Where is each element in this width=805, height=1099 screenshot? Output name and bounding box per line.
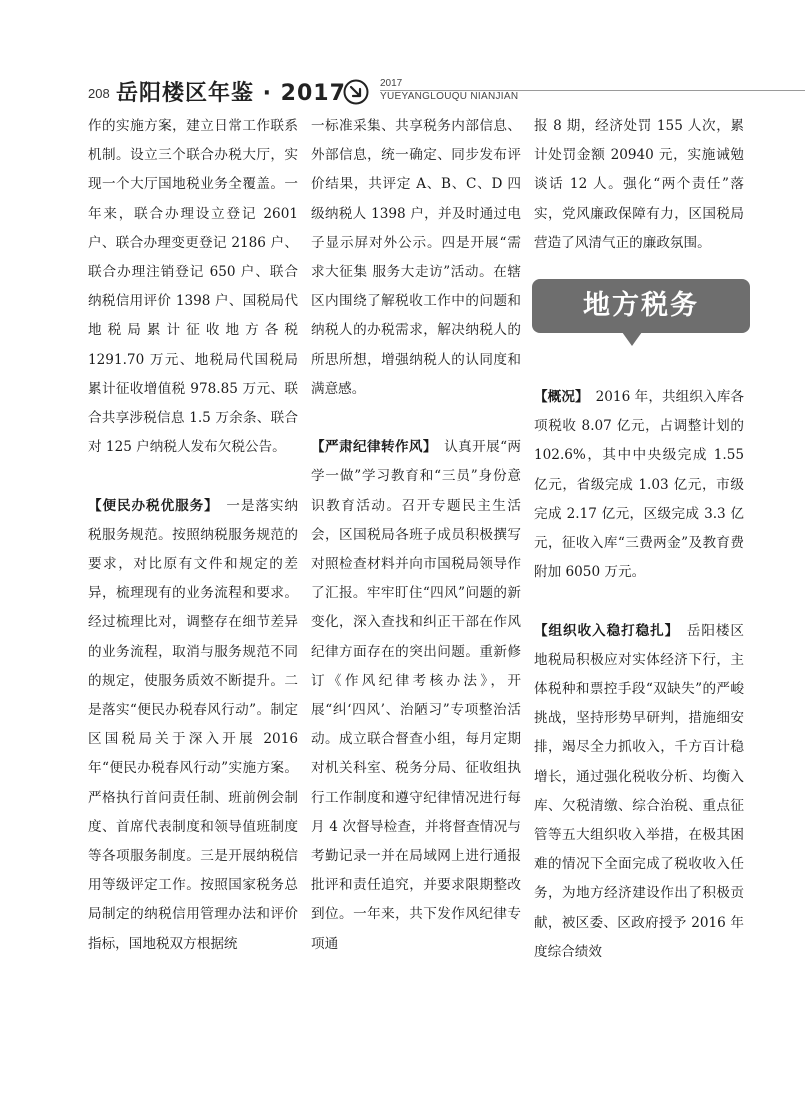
page-number: 208 — [88, 86, 110, 101]
column-2 — [311, 112, 521, 959]
paragraph — [534, 617, 744, 967]
header-pinyin: YUEYANGLOUQU NIANJIAN — [380, 91, 519, 102]
section-heading: 【概况】 — [534, 389, 582, 406]
circle-arrow-icon — [343, 79, 369, 105]
paragraph-text: 2016 年，共组织入库各项税收 8.07 亿元，占调整计划的 102.6%，其中中央级完成 1.55 亿元，省级完成 1.03 亿元，市级完成 2.17 亿元，区级完成 3.3 亿元，征收入库“三费两金”及教育费附加 6050 万元。 — [534, 389, 745, 581]
paragraph: 一标准采集、共享税务内部信息、外部信息，统一确定、同步发布评价结果，共评定 A、B、C、D 四级纳税人 1398 户，并及时通过电子显示屏对外公示。四是开展“需求大征集 服务大走访”活动。在辖区内围绕了解税收工作中的问题和纳税人的办税需求，解决纳税人的所思所想，增强纳税人的认同度和满意感。 — [311, 118, 521, 397]
section-heading: 【便民办税优服务】 — [88, 497, 212, 514]
paragraph — [534, 383, 744, 587]
section-title: 地方税务 — [583, 290, 699, 322]
section-heading: 【组织收入稳打稳扎】 — [534, 622, 673, 639]
paragraph: 作的实施方案，建立日常工作联系机制。设立三个联合办税大厅，实现一个大厅国地税业务全覆盖。一年来，联合办理设立登记 2601 户、联合办理变更登记 2186 户、联合办理注销登记 650 户、联合纳税信用评价 1398 户、国税局代地税局累计征收地方各税 1291.70 万元、地税局代国税局累计征收增值税 978.85 万元、联合共享涉税信息 1.5 万余条、联合对 125 户纳税人发布欠税公告。 — [88, 118, 298, 456]
paragraph-text: 认真开展“两学一做”学习教育和“三员”身份意识教育活动。召开专题民主生活会，区国税局各班子成员积极撰写对照检查材料并向市国税局领导作了汇报。牢牢盯住“四风”问题的新变化，深入查找和纠正干部在作风纪律方面存在的突出问题。重新修订《作风纪律考核办法》，开展“纠‘四风’、治陋习”专项整治活动。成立联合督查小组，每月定期对机关科室、税务分局、征收组执行工作制度和遵守纪律情况进行每月 4 次督导检查，并将督查情况与考勤记录一并在局域网上进行通报批评和责任追究，并要求限期整改到位。一年来，共下发作风纪律专项通 — [311, 439, 522, 952]
section-banner — [532, 279, 750, 333]
paragraph — [311, 433, 521, 959]
column-1 — [88, 112, 298, 959]
page-header — [0, 70, 805, 114]
book-title: 岳阳楼区年鉴 · 2017 — [116, 81, 346, 106]
header-year: 2017 — [380, 78, 403, 89]
paragraph: 报 8 期，经济处罚 155 人次，累计处罚金额 20940 元，实施诫勉谈话 12 人。强化“两个责任”落实，党风廉政保障有力，区国税局营造了风清气正的廉政氛围。 — [534, 118, 744, 251]
section-banner-pointer — [622, 332, 642, 346]
paragraph-text: 岳阳楼区地税局积极应对实体经济下行，主体税种和票控手段“双缺失”的严峻挑战，坚持形势早研判，措施细安排，竭尽全力抓收入，千方百计稳增长，通过强化税收分析、均衡入库、欠税清缴、综合治税、重点征管等五大组织收入举措，在极其困难的情况下全面完成了税收收入任务，为地方经济建设作出了积极贡献，被区委、区政府授予 2016 年度综合绩效 — [534, 622, 745, 960]
column-3 — [534, 112, 744, 967]
paragraph-text: 一是落实纳税服务规范。按照纳税服务规范的要求，对比原有文件和规定的差异，梳理现有的业务流程和要求。经过梳理比对，调整存在细节差异的业务流程，取消与服务规范不同的规定，使服务质效不断提升。二是落实“便民办税春风行动”。制定区国税局关于深入开展 2016 年“便民办税春风行动”实施方案。严格执行首问责任制、班前例会制度、首席代表制度和领导值班制度等各项服务制度。三是开展纳税信用等级评定工作。按照国家税务总局制定的纳税信用管理办法和评价指标，国地税双方根据统 — [88, 497, 299, 952]
section-heading: 【严肃纪律转作风】 — [311, 439, 431, 456]
paragraph — [88, 492, 298, 959]
